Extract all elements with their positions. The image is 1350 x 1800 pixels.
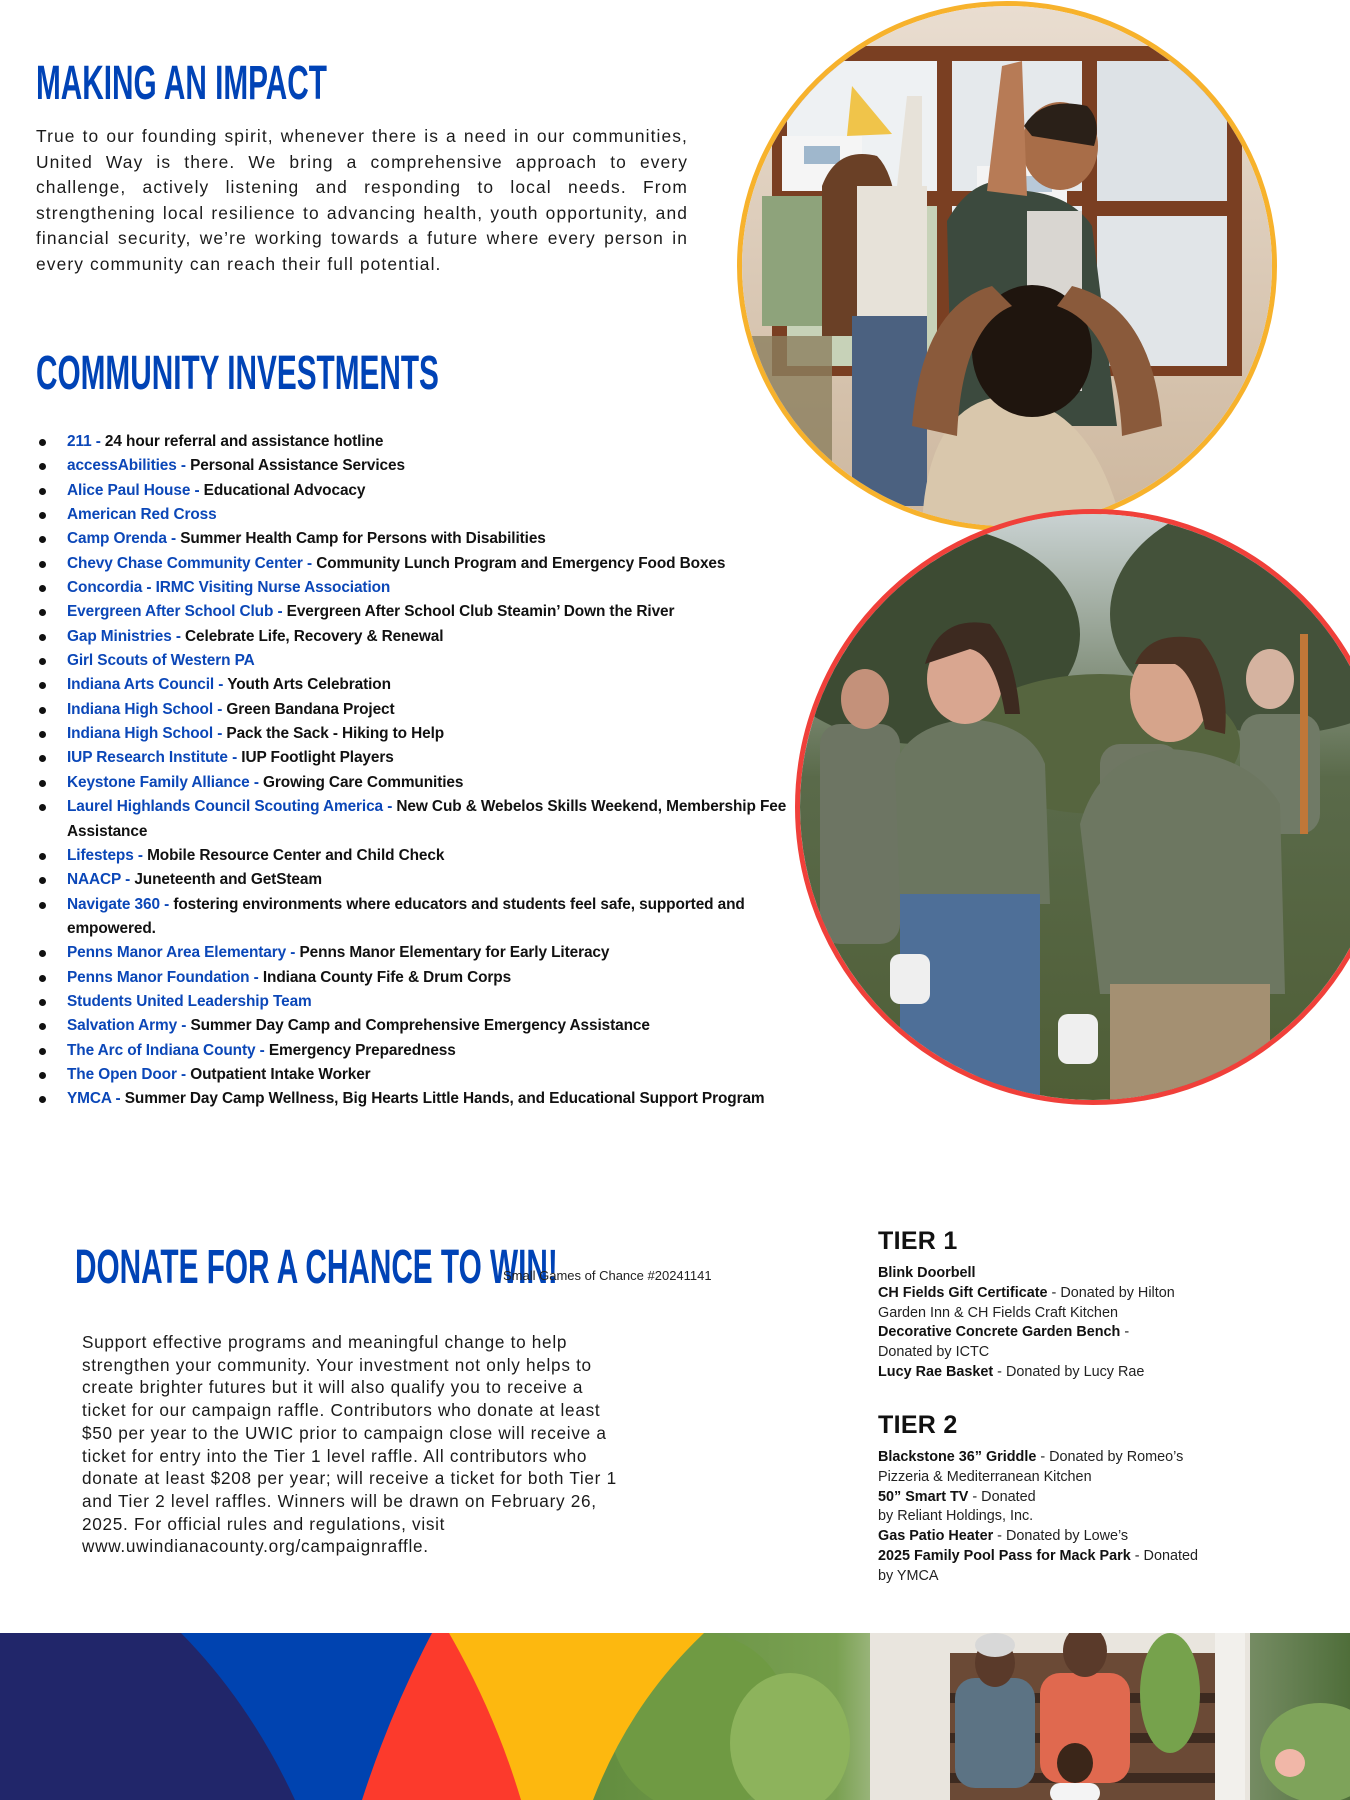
investment-item [36, 844, 806, 868]
tier-1-prizes [878, 1226, 1278, 1383]
investment-item [36, 1087, 806, 1111]
investment-separator: - [213, 700, 227, 718]
small-games-of-chance-note: Small Games of Chance #20241141 [503, 1268, 712, 1283]
investment-program: Green Bandana Project [226, 700, 395, 718]
prize-donor: - Donated by Lowe’s [993, 1528, 1129, 1545]
investment-program: Juneteenth and GetSteam [134, 871, 322, 889]
prize-line [878, 1284, 1278, 1304]
investment-item [36, 600, 806, 624]
investment-item [36, 625, 806, 649]
donate-paragraph [82, 1331, 742, 1558]
investment-program: Summer Health Camp for Persons with Disabilities [180, 530, 546, 548]
banner-graphic [0, 1633, 1350, 1800]
investment-org: Lifesteps [67, 846, 134, 864]
impact-paragraph: True to our founding spirit, whenever there is a need in our communities, United Way is there. We bring a comprehensive approach to every challenge, actively listening and responding to local needs. From strengthening local resilience to advancing health, youth opportunity, and financial security, we’re working towards a future where every person in every community can reach their full potential. [36, 126, 688, 274]
community-investments-list [36, 430, 806, 1112]
prize-donor: - Donated by Romeo’s [1036, 1449, 1184, 1465]
prize-line [878, 1264, 1278, 1284]
investment-program: Personal Assistance Services [190, 457, 405, 475]
investment-org: Gap Ministries [67, 627, 172, 645]
investment-program: New Cub & Webelos Skills Weekend, Membership Fee Assistance [67, 798, 787, 840]
investment-item [36, 746, 806, 770]
prize-line [878, 1527, 1278, 1547]
investment-org: Laurel Highlands Council Scouting America [67, 798, 384, 816]
prize-donor: - Donated [968, 1488, 1036, 1505]
investment-program: Summer Day Camp Wellness, Big Hearts Little Hands, and Educational Support Program [124, 1090, 765, 1108]
investment-item [36, 966, 806, 990]
making-an-impact-heading: MAKING AN IMPACT [36, 57, 327, 110]
donate-paragraph-line: ticket for entry into the Tier 1 level raffle. All contributors who [82, 1445, 588, 1466]
investment-org: YMCA [67, 1090, 112, 1108]
investment-org: The Arc of Indiana County [67, 1041, 256, 1059]
investment-item [36, 990, 806, 1014]
investment-org: Students United Leadership Team [67, 992, 312, 1010]
investment-org: Indiana High School [67, 725, 214, 743]
investment-item [36, 722, 806, 746]
investment-item [36, 1039, 806, 1063]
investment-item [36, 1014, 806, 1038]
investment-item [36, 1063, 806, 1087]
prize-name: CH Fields Gift Certificate [878, 1284, 1048, 1301]
investment-item [36, 795, 806, 844]
investment-separator: - [166, 530, 181, 548]
prize-donor: by Reliant Holdings, Inc. [878, 1508, 1034, 1525]
prize-donor: - Donated by Hilton [1047, 1284, 1175, 1301]
investment-program: Growing Care Communities [263, 773, 464, 791]
prize-name: Gas Patio Heater [878, 1528, 994, 1545]
investment-org: Alice Paul House [67, 481, 191, 499]
investment-separator: - [227, 749, 242, 767]
prize-line [878, 1547, 1278, 1567]
investment-program: Celebrate Life, Recovery & Renewal [185, 627, 444, 645]
investment-program: IUP Footlight Players [241, 749, 394, 767]
classroom-high-five-photo [737, 1, 1277, 531]
investment-separator: - [383, 798, 397, 816]
investment-org: Girl Scouts of Western PA [67, 652, 255, 670]
prize-line [878, 1488, 1278, 1508]
prize-name: 2025 Family Pool Pass for Mack Park [878, 1547, 1131, 1564]
investment-program: Community Lunch Program and Emergency Food Boxes [316, 554, 726, 572]
investment-org: NAACP [67, 871, 121, 889]
investment-item [36, 893, 806, 942]
prize-donor: - Donated by Lucy Rae [993, 1363, 1145, 1380]
investment-separator: - [213, 725, 227, 743]
investment-separator: - [120, 871, 135, 889]
prize-name: Blink Doorbell [878, 1265, 976, 1281]
classroom-photo-illustration [742, 6, 1272, 526]
tier-2-prizes [878, 1410, 1278, 1587]
investment-program: Evergreen After School Club Steamin’ Down the River [286, 603, 675, 621]
investment-org: Chevy Chase Community Center [67, 554, 303, 572]
prize-line [878, 1567, 1278, 1587]
investment-org: American Red Cross [67, 506, 217, 524]
investment-separator: - [159, 895, 174, 913]
prize-donor: - [1120, 1324, 1130, 1341]
investment-program: Youth Arts Celebration [227, 676, 391, 694]
donate-paragraph-line: and Tier 2 level raffles. Winners will be drawn on February 26, [82, 1490, 597, 1511]
investment-item [36, 527, 806, 551]
investment-item [36, 673, 806, 697]
investment-org: Penns Manor Foundation [67, 968, 250, 986]
investment-item [36, 576, 806, 600]
prize-donor: Donated by ICTC [878, 1344, 990, 1361]
prize-donor: Pizzeria & Mediterranean Kitchen [878, 1468, 1092, 1485]
bottom-banner [0, 1633, 1350, 1800]
investment-org: Indiana High School [67, 700, 214, 718]
investment-org: Salvation Army [67, 1017, 178, 1035]
investment-separator: - [302, 554, 317, 572]
investment-item [36, 454, 806, 478]
investment-item [36, 941, 806, 965]
investment-program: Mobile Resource Center and Child Check [147, 846, 445, 864]
prize-donor: Garden Inn & CH Fields Craft Kitchen [878, 1304, 1118, 1321]
investment-org: Keystone Family Alliance [67, 773, 250, 791]
prize-name: Decorative Concrete Garden Bench [878, 1324, 1121, 1341]
investment-separator: - [171, 627, 186, 645]
investment-separator: - [133, 846, 148, 864]
donate-paragraph-line: 2025. For official rules and regulations, visit [82, 1513, 446, 1534]
prize-line [878, 1363, 1278, 1383]
investment-program: Indiana County Fife & Drum Corps [262, 968, 512, 986]
tier-1-title: TIER 1 [878, 1227, 958, 1255]
investment-separator: - [177, 1017, 191, 1035]
investment-separator: - [286, 944, 300, 962]
investment-org: The Open Door [67, 1065, 177, 1083]
investment-org: IUP Research Institute [67, 749, 228, 767]
investment-item [36, 771, 806, 795]
volunteers-walking-photo [795, 509, 1350, 1105]
investment-separator: - [190, 481, 204, 499]
investment-item [36, 868, 806, 892]
prize-name: Lucy Rae Basket [878, 1363, 994, 1380]
investment-separator: - [273, 603, 287, 621]
investment-separator: - [111, 1090, 125, 1108]
investment-program: Outpatient Intake Worker [190, 1065, 371, 1083]
donate-paragraph-line: $50 per year to the UWIC prior to campaign close will receive a [82, 1422, 607, 1443]
investment-program: 24 hour referral and assistance hotline [104, 433, 384, 450]
tier-2-title: TIER 2 [878, 1411, 958, 1439]
donate-paragraph-line: create brighter futures but it will also qualify you to receive a [82, 1377, 584, 1398]
community-investments-heading: COMMUNITY INVESTMENTS [36, 347, 439, 400]
prize-donor: by YMCA [878, 1567, 939, 1584]
prize-line [878, 1507, 1278, 1527]
investment-item [36, 698, 806, 722]
investment-separator: - [176, 1065, 191, 1083]
investment-separator: - [176, 457, 191, 475]
donate-paragraph-line: ticket for our campaign raffle. Contributors who donate at least [82, 1400, 601, 1421]
prize-line [878, 1468, 1278, 1488]
donate-paragraph-line: strengthen your community. Your investment not only helps to [82, 1354, 592, 1375]
investment-separator: - [255, 1041, 269, 1059]
donate-heading: DONATE FOR A CHANCE TO WIN! [75, 1241, 558, 1294]
investment-program: Penns Manor Elementary for Early Literacy [299, 944, 610, 962]
prize-name: 50” Smart TV [878, 1488, 969, 1505]
investment-program: Educational Advocacy [203, 481, 366, 499]
investment-separator: - [91, 433, 105, 450]
prize-donor: - Donated [1130, 1547, 1198, 1564]
investment-org: Evergreen After School Club [67, 603, 274, 621]
investment-item [36, 649, 806, 673]
investment-separator: - [249, 773, 264, 791]
investment-program: Summer Day Camp and Comprehensive Emergency Assistance [190, 1017, 650, 1035]
investment-org: Penns Manor Area Elementary [67, 944, 287, 962]
investment-org: Camp Orenda [67, 530, 167, 548]
investment-org: Indiana Arts Council [67, 676, 215, 694]
donate-paragraph-line: www.uwindianacounty.org/campaignraffle. [82, 1536, 429, 1557]
investment-item [36, 430, 806, 454]
investment-separator: - [249, 968, 263, 986]
investment-org: Navigate 360 [67, 895, 160, 913]
prize-name: Blackstone 36” Griddle [878, 1449, 1037, 1465]
investment-item [36, 552, 806, 576]
prize-line [878, 1323, 1278, 1343]
investment-program: Emergency Preparedness [268, 1041, 456, 1059]
investment-org: 211 [67, 433, 92, 450]
investment-separator: - [214, 676, 228, 694]
donate-paragraph-line: donate at least $208 per year; will receive a ticket for both Tier 1 [82, 1468, 617, 1489]
investment-program: fostering environments where educators and students feel safe, supported and empowered. [67, 895, 745, 937]
investment-org: accessAbilities [67, 457, 177, 475]
investment-item [36, 503, 806, 527]
investment-program: Pack the Sack - Hiking to Help [226, 725, 445, 743]
donate-paragraph-line: Support effective programs and meaningful change to help [82, 1332, 568, 1352]
investment-org: Concordia - IRMC Visiting Nurse Association [67, 579, 391, 597]
prize-line [878, 1448, 1278, 1468]
volunteers-photo-illustration [800, 514, 1350, 1100]
investment-item [36, 479, 806, 503]
prize-line [878, 1343, 1278, 1363]
prize-line [878, 1304, 1278, 1324]
